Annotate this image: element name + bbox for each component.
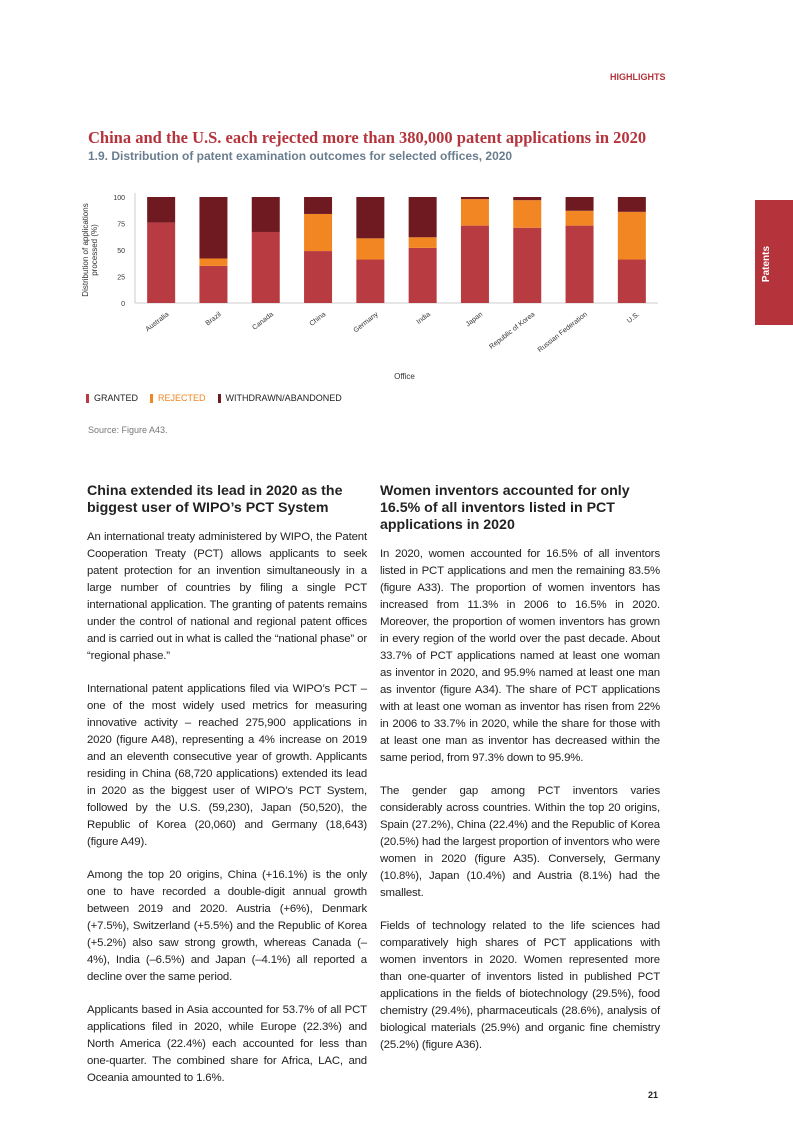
x-tick-label: U.S.: [626, 311, 642, 325]
bar-withdrawn-abandoned: [461, 197, 489, 199]
y-tick-label: 100: [113, 195, 125, 202]
bar-granted: [356, 260, 384, 303]
bar-rejected: [304, 214, 332, 251]
bar-withdrawn-abandoned: [199, 197, 227, 258]
y-tick-label: 75: [117, 221, 125, 229]
stacked-bar-chart: [80, 185, 670, 385]
bar-rejected: [513, 200, 541, 228]
y-tick-label: 25: [117, 274, 125, 282]
bar-granted: [566, 226, 594, 303]
bar-withdrawn-abandoned: [147, 197, 175, 222]
bar-rejected: [618, 212, 646, 260]
legend-swatch: [218, 394, 221, 403]
left-heading: China extended its lead in 2020 as the biggest user of WIPO’s PCT System: [87, 483, 343, 516]
bar-withdrawn-abandoned: [513, 197, 541, 200]
paragraph: The gender gap among PCT inventors varies considerably across countries. Within the top 20 origins, Spain (27.2%), China (22.4%) and the Republic of Korea (20.5%) had the largest proportion of inventors who were women in 2020 (figure A35). Conversely, Germany (10.8%), Japan (10.4%) and Austria (8.1%) had the smallest.: [380, 785, 660, 899]
bar-withdrawn-abandoned: [356, 197, 384, 238]
bar-granted: [199, 266, 227, 303]
side-tab-patents: [755, 200, 793, 325]
legend-label: GRANTED: [94, 393, 139, 403]
bar-withdrawn-abandoned: [618, 197, 646, 212]
side-tab-label: Patents: [761, 245, 772, 283]
legend-item: [150, 393, 206, 403]
bar-granted: [252, 232, 280, 303]
figure-source: Source: Figure A43.: [88, 425, 168, 435]
legend-label: WITHDRAWN/ABANDONED: [225, 393, 342, 403]
bar-rejected: [356, 238, 384, 259]
bar-granted: [147, 222, 175, 303]
paragraph: Applicants based in Asia accounted for 53.7% of all PCT applications filed in 2020, while Europe (22.3%) and North America (22.4%) each accounted for less than one-quarter. The combined share for Africa, LAC, and Oceania amounted to 1.6%.: [87, 1004, 367, 1084]
x-tick-label: Brazil: [204, 311, 223, 328]
x-tick-label: Republic of Korea: [488, 311, 537, 351]
x-tick-label: Australia: [144, 311, 171, 334]
figure-subtitle: 1.9. Distribution of patent examination outcomes for selected offices, 2020: [88, 149, 513, 163]
x-tick-label: Japan: [464, 311, 485, 329]
legend-label: REJECTED: [158, 393, 206, 403]
left-column: [87, 483, 367, 1103]
bar-withdrawn-abandoned: [566, 197, 594, 211]
bar-granted: [618, 260, 646, 303]
right-column: [380, 483, 660, 1070]
y-tick-label: 50: [117, 248, 125, 255]
bar-withdrawn-abandoned: [409, 197, 437, 237]
paragraph: In 2020, women accounted for 16.5% of all inventors listed in PCT applications and men the remaining 83.5% (figure A33). The proportion of women inventors has increased from 11.3% in 2006 to 16.5% in 2020. Moreover, the proportion of women inventors has grown in every region of the world over the past decade. About 33.7% of PCT applications named at least one woman as inventor in 2020, and 95.9% named at least one man as inventor (figure A34). The share of PCT applications with at least one woman as inventor has risen from 22% in 2006 to 33.7% in 2020, while the share for those with at least one man as inventor has decreased within the same period, from 97.3% down to 95.9%.: [380, 548, 660, 764]
bar-granted: [513, 228, 541, 303]
legend-item: [218, 393, 342, 403]
paragraph: Fields of technology related to the life sciences had comparatively high shares of PCT applications with women inventors in 2020. Women represented more than one-quarter of inventors listed in published PCT applications in the fields of biotechnology (29.5%), food chemistry (29.4%), pharmaceuticals (28.6%), analysis of biological materials (25.9%) and organic fine chemistry (25.2%) (figure A36).: [380, 920, 660, 1051]
legend-swatch: [150, 394, 153, 403]
bar-granted: [461, 226, 489, 303]
x-tick-label: Canada: [251, 311, 275, 332]
legend-item: [86, 393, 138, 403]
bar-withdrawn-abandoned: [304, 197, 332, 214]
right-heading: Women inventors accounted for only 16.5% of all inventors listed in PCT applications in 2020: [380, 483, 630, 533]
y-axis-label: Distribution of applicationsprocessed (%): [81, 203, 99, 297]
x-tick-label: Russian Federation: [536, 311, 589, 354]
bar-rejected: [566, 211, 594, 226]
y-tick-label: 0: [121, 301, 125, 308]
bar-withdrawn-abandoned: [252, 197, 280, 232]
paragraph: Among the top 20 origins, China (+16.1%) is the only one to have recorded a double-digit annual growth between 2019 and 2020. Austria (+6%), Denmark (+7.5%), Switzerland (+5.5%) and the Republic of Korea (+5.2%) also saw strong growth, whereas Canada (–4%), India (–6.5%) and Japan (–4.1%) all reported a decline over the same period.: [87, 869, 367, 983]
page-number: 21: [648, 1090, 659, 1100]
chart-legend: [86, 393, 342, 403]
figure-title: China and the U.S. each rejected more than 380,000 patent applications in 2020: [88, 128, 647, 147]
x-tick-label: China: [308, 311, 328, 328]
paragraph: International patent applications filed via WIPO’s PCT – one of the most widely used metrics for measuring innovative activity – reached 275,900 applications in 2020 (figure A48), representing a 4% increase on 2019 and an eleventh consecutive year of growth. Applicants residing in China (68,720 applications) extended its lead in 2020 as the biggest user of WIPO’s PCT System, followed by the U.S. (59,230), Japan (50,520), the Republic of Korea (20,060) and Germany (18,643) (figure A49).: [87, 683, 367, 848]
bar-rejected: [461, 199, 489, 226]
x-axis-label: Office: [394, 372, 415, 381]
section-label: HIGHLIGHTS: [610, 72, 666, 82]
x-tick-label: Germany: [352, 311, 380, 335]
bar-granted: [304, 251, 332, 303]
bar-granted: [409, 248, 437, 303]
paragraph: An international treaty administered by WIPO, the Patent Cooperation Treaty (PCT) allows applicants to seek patent protection for an invention simultaneously in a large number of countries by filing a single PCT international application. The granting of patents remains under the control of national and regional patent offices and is carried out in what is called the “national phase” or “regional phase.”: [87, 531, 367, 662]
x-tick-label: India: [415, 311, 432, 326]
legend-swatch: [86, 394, 89, 403]
bar-rejected: [409, 237, 437, 248]
bar-rejected: [199, 258, 227, 265]
